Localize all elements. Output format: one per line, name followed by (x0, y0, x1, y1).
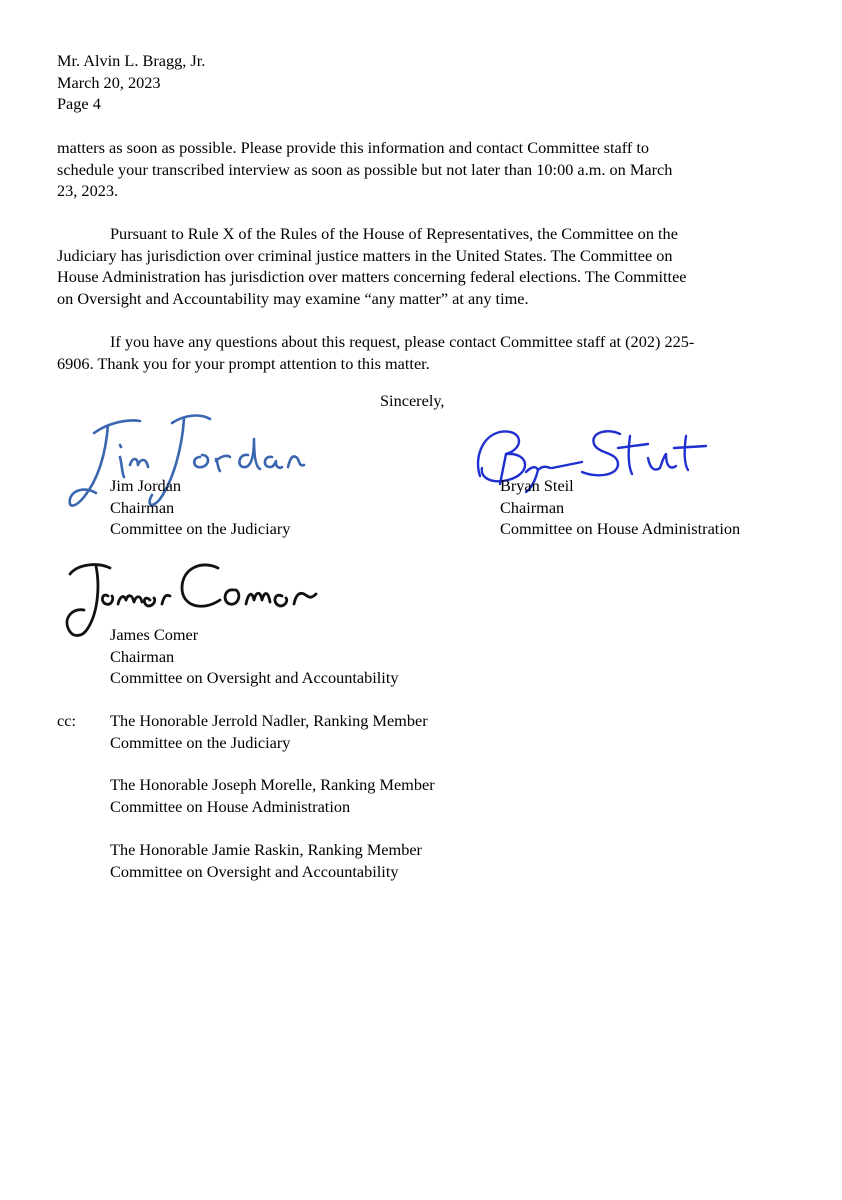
signatory-committee: Committee on Oversight and Accountability (110, 668, 399, 687)
signatory-name: Bryan Steil (500, 476, 574, 495)
signatory-steil (500, 475, 740, 540)
recipient-name: Mr. Alvin L. Bragg, Jr. (57, 51, 206, 70)
paragraph-line: Judiciary has jurisdiction over criminal justice matters in the United States. The Committee on (57, 245, 673, 265)
cc-recipient-committee: Committee on House Administration (110, 796, 351, 816)
paragraph-line: schedule your transcribed interview as soon as possible but not later than 10:00 a.m. on March (57, 159, 673, 179)
cc-recipient-committee: Committee on the Judiciary (110, 732, 291, 752)
paragraph-line: 6906. Thank you for your prompt attention to this matter. (57, 353, 430, 373)
signatory-committee: Committee on the Judiciary (110, 519, 291, 538)
cc-label: cc: (57, 711, 76, 730)
paragraph-line: on Oversight and Accountability may examine “any matter” at any time. (57, 288, 529, 308)
paragraph-line: If you have any questions about this request, please contact Committee staff at (202) 225- (110, 332, 695, 351)
closing-salutation: Sincerely, (380, 391, 445, 410)
cc-recipient-name: The Honorable Jerrold Nadler, Ranking Member (110, 711, 428, 730)
cc-recipient-morelle (110, 774, 435, 817)
paragraph-line: matters as soon as possible. Please provide this information and contact Committee staff to (57, 138, 650, 157)
letter-date: March 20, 2023 (57, 72, 161, 92)
paragraph-line: Pursuant to Rule X of the Rules of the House of Representatives, the Committee on the (110, 224, 678, 243)
signatory-title: Chairman (110, 497, 175, 517)
signatory-comer (110, 624, 399, 689)
paragraph-jurisdiction (57, 223, 785, 309)
paragraph-line: House Administration has jurisdiction over matters concerning federal elections. The Committee (57, 267, 687, 286)
page-number: Page 4 (57, 94, 101, 113)
signatory-name: James Comer (110, 625, 199, 644)
signatory-title: Chairman (500, 497, 565, 517)
paragraph-deadline (57, 137, 785, 202)
signatory-title: Chairman (110, 646, 175, 666)
cc-recipient-nadler (110, 710, 428, 753)
paragraph-line: 23, 2023. (57, 181, 119, 200)
signatory-jordan (110, 475, 290, 540)
signatory-committee: Committee on House Administration (500, 519, 741, 538)
cc-recipient-committee: Committee on Oversight and Accountability (110, 861, 399, 881)
cc-recipient-raskin (110, 839, 422, 882)
cc-recipient-name: The Honorable Jamie Raskin, Ranking Member (110, 840, 422, 859)
signatory-name: Jim Jordan (110, 476, 181, 495)
cc-recipient-name: The Honorable Joseph Morelle, Ranking Member (110, 775, 435, 794)
letter-header (57, 50, 205, 115)
paragraph-contact (57, 331, 785, 374)
